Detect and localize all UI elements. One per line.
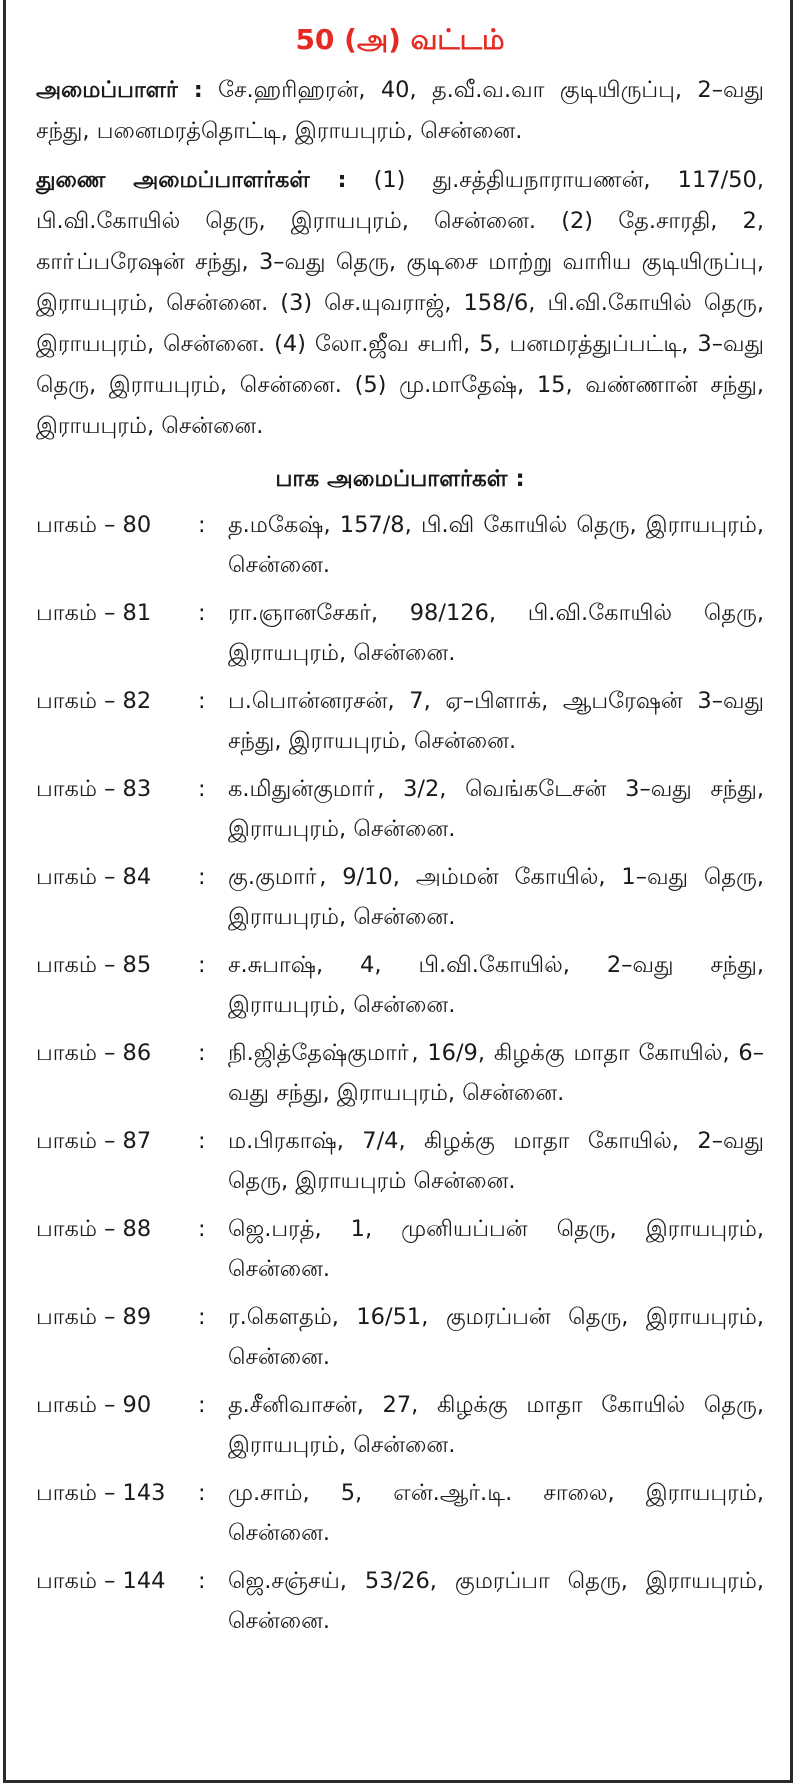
part-colon: : — [198, 864, 206, 890]
part-colon: : — [198, 952, 206, 978]
notice-content — [6, 0, 790, 1641]
part-text: ச.சுபாஷ், 4, பி.வி.கோயில், 2–வது சந்து, இராயபுரம், சென்னை. — [228, 952, 764, 1018]
organizer-paragraph — [36, 70, 764, 152]
part-text: ஜெ.பரத், 1, முனியப்பன் தெரு, இராயபுரம், சென்னை. — [228, 1216, 764, 1282]
list-item — [36, 505, 764, 585]
list-item — [36, 1209, 764, 1289]
part-label: பாகம் – 89 — [36, 1304, 152, 1330]
part-colon: : — [198, 1040, 206, 1066]
part-colon: : — [198, 512, 206, 538]
part-text: மு.சாம், 5, என்.ஆர்.டி. சாலை, இராயபுரம், சென்னை. — [228, 1480, 764, 1546]
part-text: ஜெ.சஞ்சய், 53/26, குமரப்பா தெரு, இராயபுரம், சென்னை. — [228, 1568, 764, 1634]
part-text: க.மிதுன்குமாா், 3/2, வெங்கடேசன் 3–வது சந்து, இராயபுரம், சென்னை. — [228, 776, 764, 842]
list-item — [36, 1033, 764, 1113]
part-label: பாகம் – 87 — [36, 1128, 152, 1154]
part-text: ம.பிரகாஷ், 7/4, கிழக்கு மாதா கோயில், 2–வது தெரு, இராயபுரம் சென்னை. — [228, 1128, 764, 1194]
part-colon: : — [198, 688, 206, 714]
part-label: பாகம் – 88 — [36, 1216, 152, 1242]
part-organizers-list — [36, 505, 764, 1641]
part-label: பாகம் – 83 — [36, 776, 152, 802]
part-text: த.சீனிவாசன், 27, கிழக்கு மாதா கோயில் தெரு, இராயபுரம், சென்னை. — [228, 1392, 764, 1458]
part-colon: : — [198, 1392, 206, 1418]
organizer-label: அமைப்பாளர் : — [36, 77, 203, 103]
organizer-text: சே.ஹரிஹரன், 40, த.வீ.வ.வா குடியிருப்பு, 2–வது சந்து, பனைமரத்தொட்டி, இராயபுரம், சென்னை. — [36, 77, 764, 144]
part-text: நி.ஜித்தேஷ்குமாா், 16/9, கிழக்கு மாதா கோயில், 6–வது சந்து, இராயபுரம், சென்னை. — [228, 1040, 764, 1106]
notice-page — [3, 0, 793, 1783]
list-item — [36, 769, 764, 849]
list-item — [36, 857, 764, 937]
part-colon: : — [198, 600, 206, 626]
part-label: பாகம் – 144 — [36, 1568, 166, 1594]
part-colon: : — [198, 1480, 206, 1506]
list-item — [36, 593, 764, 673]
part-label: பாகம் – 85 — [36, 952, 152, 978]
part-text: ர.கௌதம், 16/51, குமரப்பன் தெரு, இராயபுரம், சென்னை. — [228, 1304, 764, 1370]
part-text: ப.பொன்னரசன், 7, ஏ–பிளாக், ஆபரேஷன் 3–வது சந்து, இராயபுரம், சென்னை. — [228, 688, 764, 754]
ward-title: 50 (அ) வட்டம் — [295, 23, 505, 56]
list-item — [36, 945, 764, 1025]
part-text: ரா.ஞானசேகர், 98/126, பி.வி.கோயில் தெரு, இராயபுரம், சென்னை. — [228, 600, 764, 666]
part-text: கு.குமாா், 9/10, அம்மன் கோயில், 1–வது தெரு, இராயபுரம், சென்னை. — [228, 864, 764, 930]
list-item — [36, 1473, 764, 1553]
part-colon: : — [198, 1216, 206, 1242]
deputy-organizers-paragraph — [36, 160, 764, 447]
part-organizers-heading: பாக அமைப்பாளர்கள் : — [275, 466, 525, 492]
list-item — [36, 1561, 764, 1641]
deputy-organizers-label: துணை அமைப்பாளர்கள் : — [36, 167, 347, 193]
part-label: பாகம் – 81 — [36, 600, 152, 626]
list-item — [36, 1385, 764, 1465]
list-item — [36, 681, 764, 761]
part-colon: : — [198, 1128, 206, 1154]
part-label: பாகம் – 86 — [36, 1040, 152, 1066]
part-label: பாகம் – 80 — [36, 512, 152, 538]
list-item — [36, 1121, 764, 1201]
part-colon: : — [198, 776, 206, 802]
list-item — [36, 1297, 764, 1377]
part-colon: : — [198, 1304, 206, 1330]
part-label: பாகம் – 143 — [36, 1480, 166, 1506]
part-colon: : — [198, 1568, 206, 1594]
part-label: பாகம் – 84 — [36, 864, 152, 890]
part-label: பாகம் – 82 — [36, 688, 152, 714]
part-label: பாகம் – 90 — [36, 1392, 152, 1418]
deputy-organizers-text: (1) து.சத்தியநாராயணன், 117/50, பி.வி.கோயில் தெரு, இராயபுரம், சென்னை. (2) தே.சாரதி, 2, காா்ப்பரேஷன் சந்து, 3–வது தெரு, குடிசை மாற்று வாரிய குடியிருப்பு, இராயபுரம், சென்னை. (3) செ.யுவராஜ், 158/6, பி.வி.கோயில் தெரு, இராயபுரம், சென்னை. (4) லோ.ஜீவ சபரி, 5, பனமரத்துப்பட்டி, 3–வது தெரு, இராயபுரம், சென்னை. (5) மு.மாதேஷ், 15, வண்ணான் சந்து, இராயபுரம், சென்னை. — [36, 167, 764, 439]
part-text: த.மகேஷ், 157/8, பி.வி கோயில் தெரு, இராயபுரம், சென்னை. — [228, 512, 764, 578]
